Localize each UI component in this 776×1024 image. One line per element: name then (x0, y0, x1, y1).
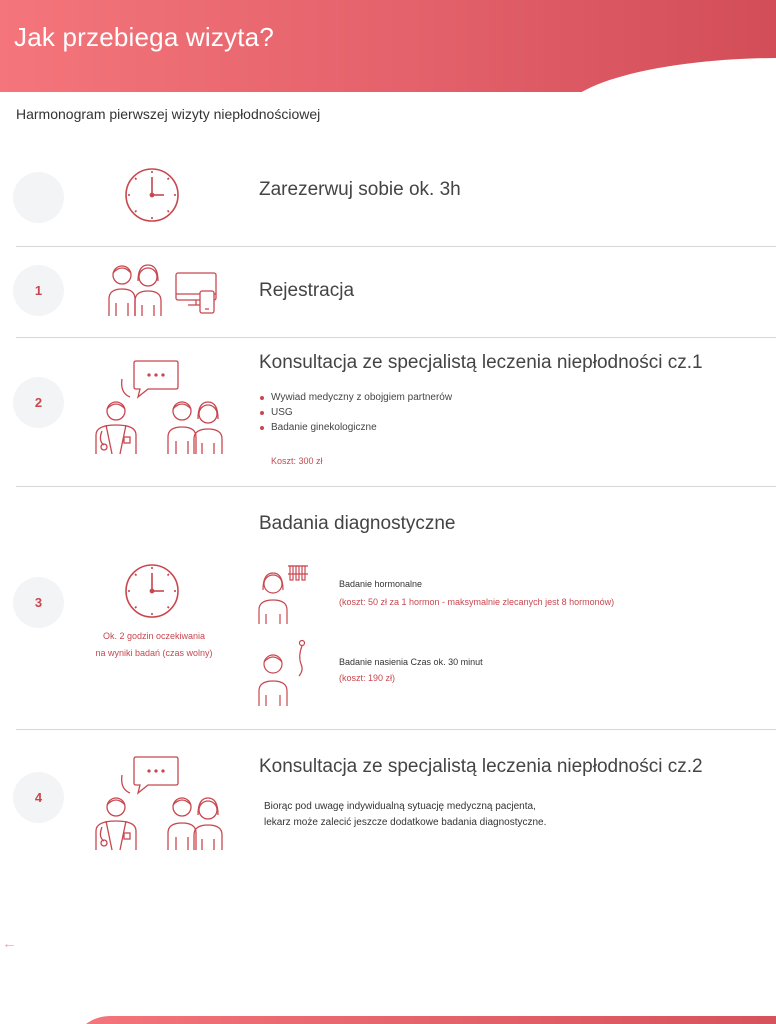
step-number-badge: 3 (13, 577, 64, 628)
couple-with-computer-icon (106, 261, 226, 317)
divider (16, 246, 776, 247)
step-number-badge: 4 (13, 772, 64, 823)
step-number-badge: 1 (13, 265, 64, 316)
man-sample-icon (256, 638, 312, 708)
list-item-label: Badanie ginekologiczne (271, 422, 377, 433)
bullet-icon (260, 411, 264, 415)
clock-icon (124, 563, 180, 619)
step-title: Badania diagnostyczne (259, 513, 456, 534)
step-title: Konsultacja ze specjalistą leczenia niepłodności cz.2 (259, 756, 703, 777)
divider (16, 486, 776, 487)
step-title: Rejestracja (259, 280, 355, 301)
schedule-subtitle: Harmonogram pierwszej wizyty niepłodnościowej (16, 106, 321, 122)
bullet-icon (260, 396, 264, 400)
waiting-line-2: na wyniki badań (czas wolny) (95, 648, 213, 658)
list-item-label: USG (271, 407, 293, 418)
consultation-2-description (264, 799, 546, 831)
header-curve-decoration (560, 58, 776, 92)
doctor-consultation-icon (92, 755, 226, 851)
arrow-left-icon[interactable]: ← (2, 935, 17, 952)
list-item-label: Wywiad medyczny z obojgiem partnerów (271, 392, 453, 403)
step-title: Konsultacja ze specjalistą leczenia niepłodności cz.1 (259, 352, 703, 373)
doctor-consultation-icon (92, 359, 226, 455)
waiting-line-1: Ok. 2 godzin oczekiwania (102, 631, 206, 641)
waiting-time-note (64, 628, 244, 662)
step-title: Zarezerwuj sobie ok. 3h (259, 179, 461, 200)
list-item (259, 420, 452, 435)
description-line-2: lekarz może zalecić jeszcze dodatkowe badania diagnostyczne. (264, 817, 547, 828)
clock-icon (124, 167, 180, 223)
footer-decoration (0, 1016, 776, 1024)
woman-test-tubes-icon (256, 562, 312, 626)
semen-test-cost: (koszt: 190 zł) (339, 673, 396, 683)
step-number-badge (13, 172, 64, 223)
divider (16, 337, 776, 338)
list-item (259, 390, 452, 405)
consultation-scope-list (259, 390, 452, 435)
page-title: Jak przebiega wizyta? (14, 22, 274, 52)
page-header (0, 0, 776, 92)
step-number-badge: 2 (13, 377, 64, 428)
list-item (259, 405, 452, 420)
description-line-1: Biorąc pod uwagę indywidualną sytuację medyczną pacjenta, (264, 801, 536, 812)
consultation-cost: Koszt: 300 zł (271, 456, 323, 466)
semen-test-name: Badanie nasienia Czas ok. 30 minut (339, 657, 483, 667)
hormone-test-cost: (koszt: 50 zł za 1 hormon - maksymalnie zlecanych jest 8 hormonów) (339, 597, 615, 607)
footer-gradient-band (70, 1016, 776, 1024)
hormone-test-name: Badanie hormonalne (339, 579, 423, 589)
divider (16, 729, 776, 730)
bullet-icon (260, 426, 264, 430)
